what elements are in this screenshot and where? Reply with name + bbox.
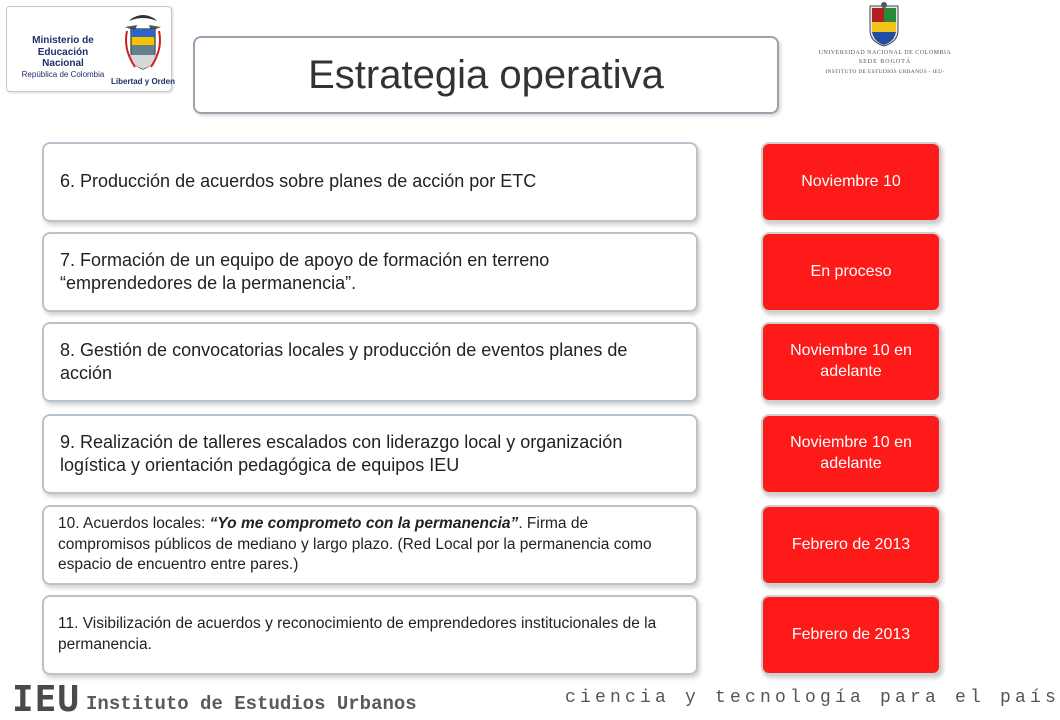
- colombia-coat-of-arms-icon: [117, 9, 169, 75]
- university-name: UNIVERSIDAD NACIONAL DE COLOMBIA: [818, 50, 952, 56]
- status-badge-9: Noviembre 10 en adelante: [761, 414, 941, 494]
- ieu-footer-logo: [12, 678, 417, 718]
- task-item-10-text: [58, 514, 682, 576]
- task-item-6: 6. Producción de acuerdos sobre planes de acción por ETC: [42, 142, 698, 222]
- task-item-10-slogan: “Yo me comprometo con la permanencia”: [209, 515, 519, 533]
- task-item-11: 11. Visibilización de acuerdos y reconocimiento de emprendedores institucionales de la permanencia.: [42, 595, 698, 675]
- status-badge-11: Febrero de 2013: [761, 595, 941, 675]
- status-badge-7: En proceso: [761, 232, 941, 312]
- university-seal-icon: [864, 2, 904, 48]
- university-campus: SEDE BOGOTÁ: [858, 59, 912, 65]
- task-item-9: 9. Realización de talleres escalados con liderazgo local y organización logística y orientación pedagógica de equipos IEU: [42, 414, 698, 494]
- status-badge-8: Noviembre 10 en adelante: [761, 322, 941, 402]
- status-badge-6: Noviembre 10: [761, 142, 941, 222]
- task-item-10-suffix: . Firma de compromisos públicos de mediano y largo plazo. (Red Local por la permanencia como espacio de encuentro entre pares.): [58, 515, 652, 574]
- ministry-line3: República de Colombia: [21, 69, 105, 79]
- task-item-10-prefix: 10. Acuerdos locales:: [58, 515, 210, 533]
- ministry-motto: Libertad y Orden: [111, 77, 176, 86]
- ieu-name: Instituto de Estudios Urbanos: [86, 693, 417, 715]
- ministry-name: [17, 35, 109, 79]
- ministry-line1: Ministerio de: [32, 35, 94, 46]
- task-item-7: 7. Formación de un equipo de apoyo de formación en terreno “emprendedores de la permanencia”.: [42, 232, 698, 312]
- task-item-10: [42, 505, 698, 585]
- title-box: [193, 36, 779, 114]
- university-logo: [812, 2, 958, 80]
- task-item-8: 8. Gestión de convocatorias locales y producción de eventos planes de acción: [42, 322, 698, 402]
- ieu-mark: IEU: [12, 679, 81, 720]
- footer-slogan: ciencia y tecnología para el país: [565, 688, 1060, 708]
- ministry-line2: Educación Nacional: [37, 46, 89, 69]
- university-institute: INSTITUTO DE ESTUDIOS URBANOS - IEU-: [825, 69, 945, 75]
- status-badge-10: Febrero de 2013: [761, 505, 941, 585]
- page-title: Estrategia operativa: [308, 52, 664, 97]
- ministry-logo: [6, 6, 176, 92]
